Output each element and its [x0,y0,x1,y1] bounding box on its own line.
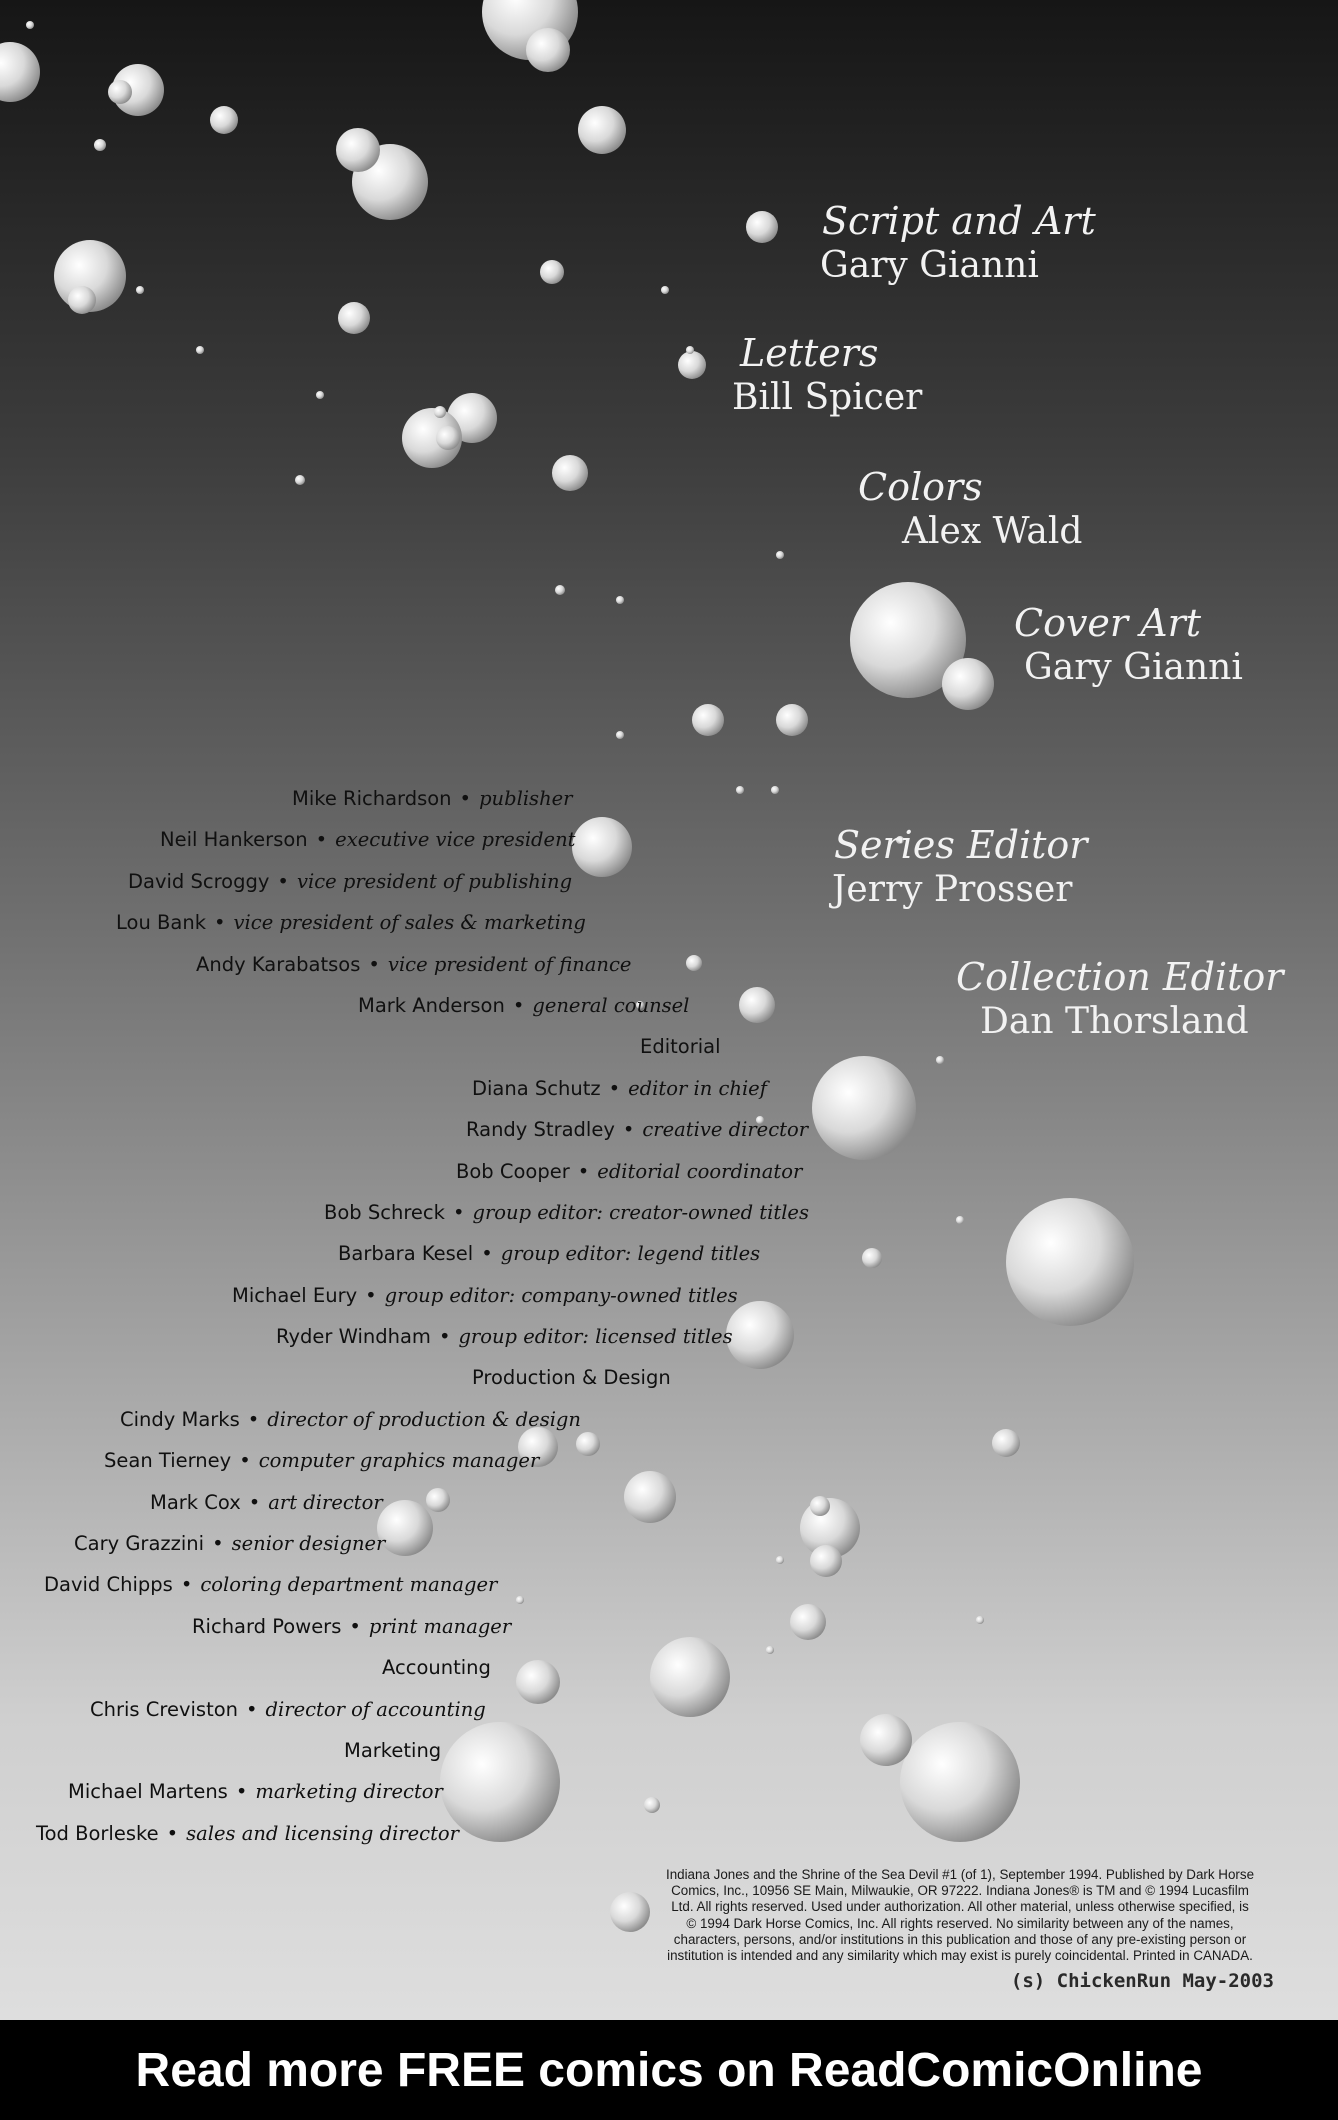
staff-row [20,861,800,902]
staff-name: Chris Creviston [90,1697,239,1721]
bubble [956,1216,964,1224]
credit-role: Cover Art [1014,601,1202,645]
staff-title: publisher [479,787,573,810]
staff-row [20,1440,800,1481]
bubble [661,286,669,294]
staff-title: editorial coordinator [597,1159,803,1183]
staff-name: Michael Martens [68,1780,228,1804]
bubble [976,1616,984,1624]
bubble [210,106,238,134]
bubble [678,351,706,379]
bubble [336,128,380,172]
bubble [555,585,565,595]
staff-section-heading [20,1357,800,1398]
staff-name: Mark Cox [150,1490,241,1514]
staff-name: Mark Anderson [358,993,505,1017]
bubble [0,42,40,102]
bubble [746,211,778,243]
staff-title: creative director [642,1118,809,1142]
staff-title: vice president of publishing [296,869,573,893]
credit-collection-editor [956,955,1284,1042]
staff-title: group editor: legend titles [500,1242,761,1266]
staff-row [20,944,800,985]
staff-name: David Chipps [44,1573,173,1597]
bubble [552,455,588,491]
credit-letters [732,331,923,418]
legal-line: © 1994 Dark Horse Comics, Inc. All rights reserved. No similarity between any of the names, [686,1915,1234,1931]
bubble [616,731,624,739]
separator-dot: • [247,1407,260,1431]
bubble [94,139,106,151]
credit-role: Series Editor [834,823,1088,867]
staff-title: sales and licensing director [186,1821,459,1845]
separator-dot: • [577,1159,590,1183]
separator-dot: • [481,1242,493,1266]
separator-dot: • [349,1614,361,1638]
staff-row [20,1151,803,1192]
staff-name: Cary Grazzini [74,1532,205,1556]
credit-name: Jerry Prosser [832,869,1073,910]
bubble [436,426,460,450]
promo-banner-text[interactable]: Read more FREE comics on ReadComicOnline [135,2043,1203,2097]
bubble [540,260,564,284]
separator-dot: • [459,787,472,810]
separator-dot: • [166,1821,179,1845]
bubble [578,106,626,154]
staff-row [20,1192,809,1233]
bubble [900,1722,1020,1842]
bubble [862,1248,882,1268]
credit-name: Bill Spicer [732,377,923,418]
separator-dot: • [235,1780,248,1804]
section-heading-text: Accounting [382,1656,491,1680]
section-heading-text: Editorial [640,1035,721,1059]
staff-name: Barbara Kesel [338,1242,474,1266]
bubble [338,302,370,334]
separator-dot: • [212,1532,224,1556]
legal-line: Comics, Inc., 10956 SE Main, Milwaukie, OR 97222. Indiana Jones® is TM and © 1994 Lucasfilm [671,1883,1249,1899]
separator-dot: • [512,993,525,1017]
staff-row [20,1689,800,1730]
staff-row [20,1813,800,1854]
staff-title: senior designer [231,1532,386,1556]
staff-title: director of accounting [265,1697,486,1721]
staff-name: Randy Stradley [466,1118,615,1142]
separator-dot: • [608,1076,621,1100]
staff-name: Lou Bank [116,911,206,935]
bubble [295,475,305,485]
bubble [686,346,694,354]
bubble [810,1496,830,1516]
staff-section-heading [20,1026,800,1067]
staff-row [20,1606,800,1647]
staff-row [20,1399,800,1440]
credit-role: Script and Art [822,199,1096,243]
bubble [992,1429,1020,1457]
bubble [776,704,808,736]
separator-dot: • [438,1325,451,1349]
legal-line: Indiana Jones and the Shrine of the Sea Devil #1 (of 1), September 1994. Published by Dark Horse [665,1867,1255,1882]
staff-title: vice president of finance [387,952,632,976]
bubble [316,391,324,399]
legal-line: institution is intended and any similarity which may exist is purely coincidental. Printed in CANADA. [667,1948,1253,1964]
credit-name: Dan Thorsland [980,1001,1249,1042]
bubble [812,1056,916,1160]
legal-line: Ltd. All rights reserved. Used under authorization. All other material, unless otherwise specified, is [671,1899,1249,1915]
separator-dot: • [214,911,226,935]
separator-dot: • [368,952,380,976]
staff-name: Andy Karabatsos [196,952,361,976]
credit-series-editor [832,823,1088,910]
staff-name: Richard Powers [192,1614,342,1638]
staff-row [20,1564,800,1605]
credit-name: Gary Gianni [1024,647,1243,688]
staff-row [20,1068,800,1109]
staff-title: vice president of sales & marketing [233,911,586,935]
staff-name: Neil Hankerson [160,828,308,852]
bubble [810,1545,842,1577]
staff-name: Bob Schreck [324,1200,445,1224]
staff-title: director of production & design [267,1407,581,1431]
staff-row [20,1523,800,1564]
staff-name: Ryder Windham [276,1325,431,1349]
staff-name: Tod Borleske [36,1821,159,1845]
bubble [434,406,446,418]
staff-name: Sean Tierney [104,1449,232,1473]
staff-title: computer graphics manager [258,1449,540,1473]
staff-title: marketing director [255,1780,443,1804]
bubble [942,658,994,710]
separator-dot: • [622,1118,635,1142]
credit-role: Letters [740,331,879,375]
staff-name: Mike Richardson [292,787,452,810]
staff-row [20,1482,800,1523]
separator-dot: • [239,1449,251,1473]
bubble [936,1056,944,1064]
staff-title: editor in chief [628,1076,767,1100]
staff-name: Cindy Marks [120,1407,240,1431]
staff-row [20,778,800,819]
staff-title: art director [268,1490,383,1514]
bubble [860,1714,912,1766]
credit-role: Collection Editor [956,955,1284,999]
separator-dot: • [315,828,328,852]
staff-title: print manager [368,1614,512,1638]
bubble [68,286,96,314]
legal-notice [640,1867,1280,1964]
scan-credit: (s) ChickenRun May-2003 [1010,1970,1274,1992]
staff-row [20,1275,800,1316]
bubble [136,286,144,294]
legal-line: characters, persons, and/or institutions in this publication and those of any pre-existing person or [673,1931,1247,1947]
separator-dot: • [365,1283,377,1307]
staff-title: group editor: company-owned titles [384,1283,738,1307]
staff-title: group editor: creator-owned titles [472,1200,809,1224]
bubble [108,80,132,104]
bubble [26,21,34,29]
credit-colors [858,465,1083,552]
staff-title: general counsel [532,993,690,1017]
staff-name: David Scroggy [128,869,270,893]
staff-section-heading [20,1730,800,1771]
separator-dot: • [248,1490,261,1514]
staff-row [20,985,800,1026]
staff-title: group editor: licensed titles [458,1325,733,1349]
staff-list [20,778,809,1854]
separator-dot: • [180,1573,193,1597]
staff-row [20,1316,800,1357]
credit-name: Gary Gianni [820,245,1039,286]
bubble [1006,1198,1134,1326]
staff-row [20,1109,809,1150]
section-heading-text: Production & Design [472,1366,671,1390]
credit-cover-art [1014,601,1243,688]
promo-banner[interactable] [0,2020,1338,2120]
staff-title: coloring department manager [200,1573,498,1597]
staff-name: Michael Eury [232,1283,358,1307]
staff-name: Bob Cooper [456,1159,570,1183]
bubble [526,28,570,72]
credit-role: Colors [858,465,983,509]
separator-dot: • [452,1200,465,1224]
bubble [616,596,624,604]
separator-dot: • [246,1697,258,1721]
staff-row [20,1771,800,1812]
bubble [692,704,724,736]
staff-title: executive vice president [335,828,576,852]
credit-name: Alex Wald [902,511,1083,552]
section-heading-text: Marketing [344,1738,442,1762]
staff-row [20,1233,800,1274]
staff-section-heading [20,1647,800,1688]
bubble [196,346,204,354]
separator-dot: • [277,869,289,893]
staff-name: Diana Schutz [472,1076,601,1100]
staff-row [20,902,800,943]
credit-script-and-art [820,199,1096,286]
bubble [776,551,784,559]
staff-row [20,819,800,860]
